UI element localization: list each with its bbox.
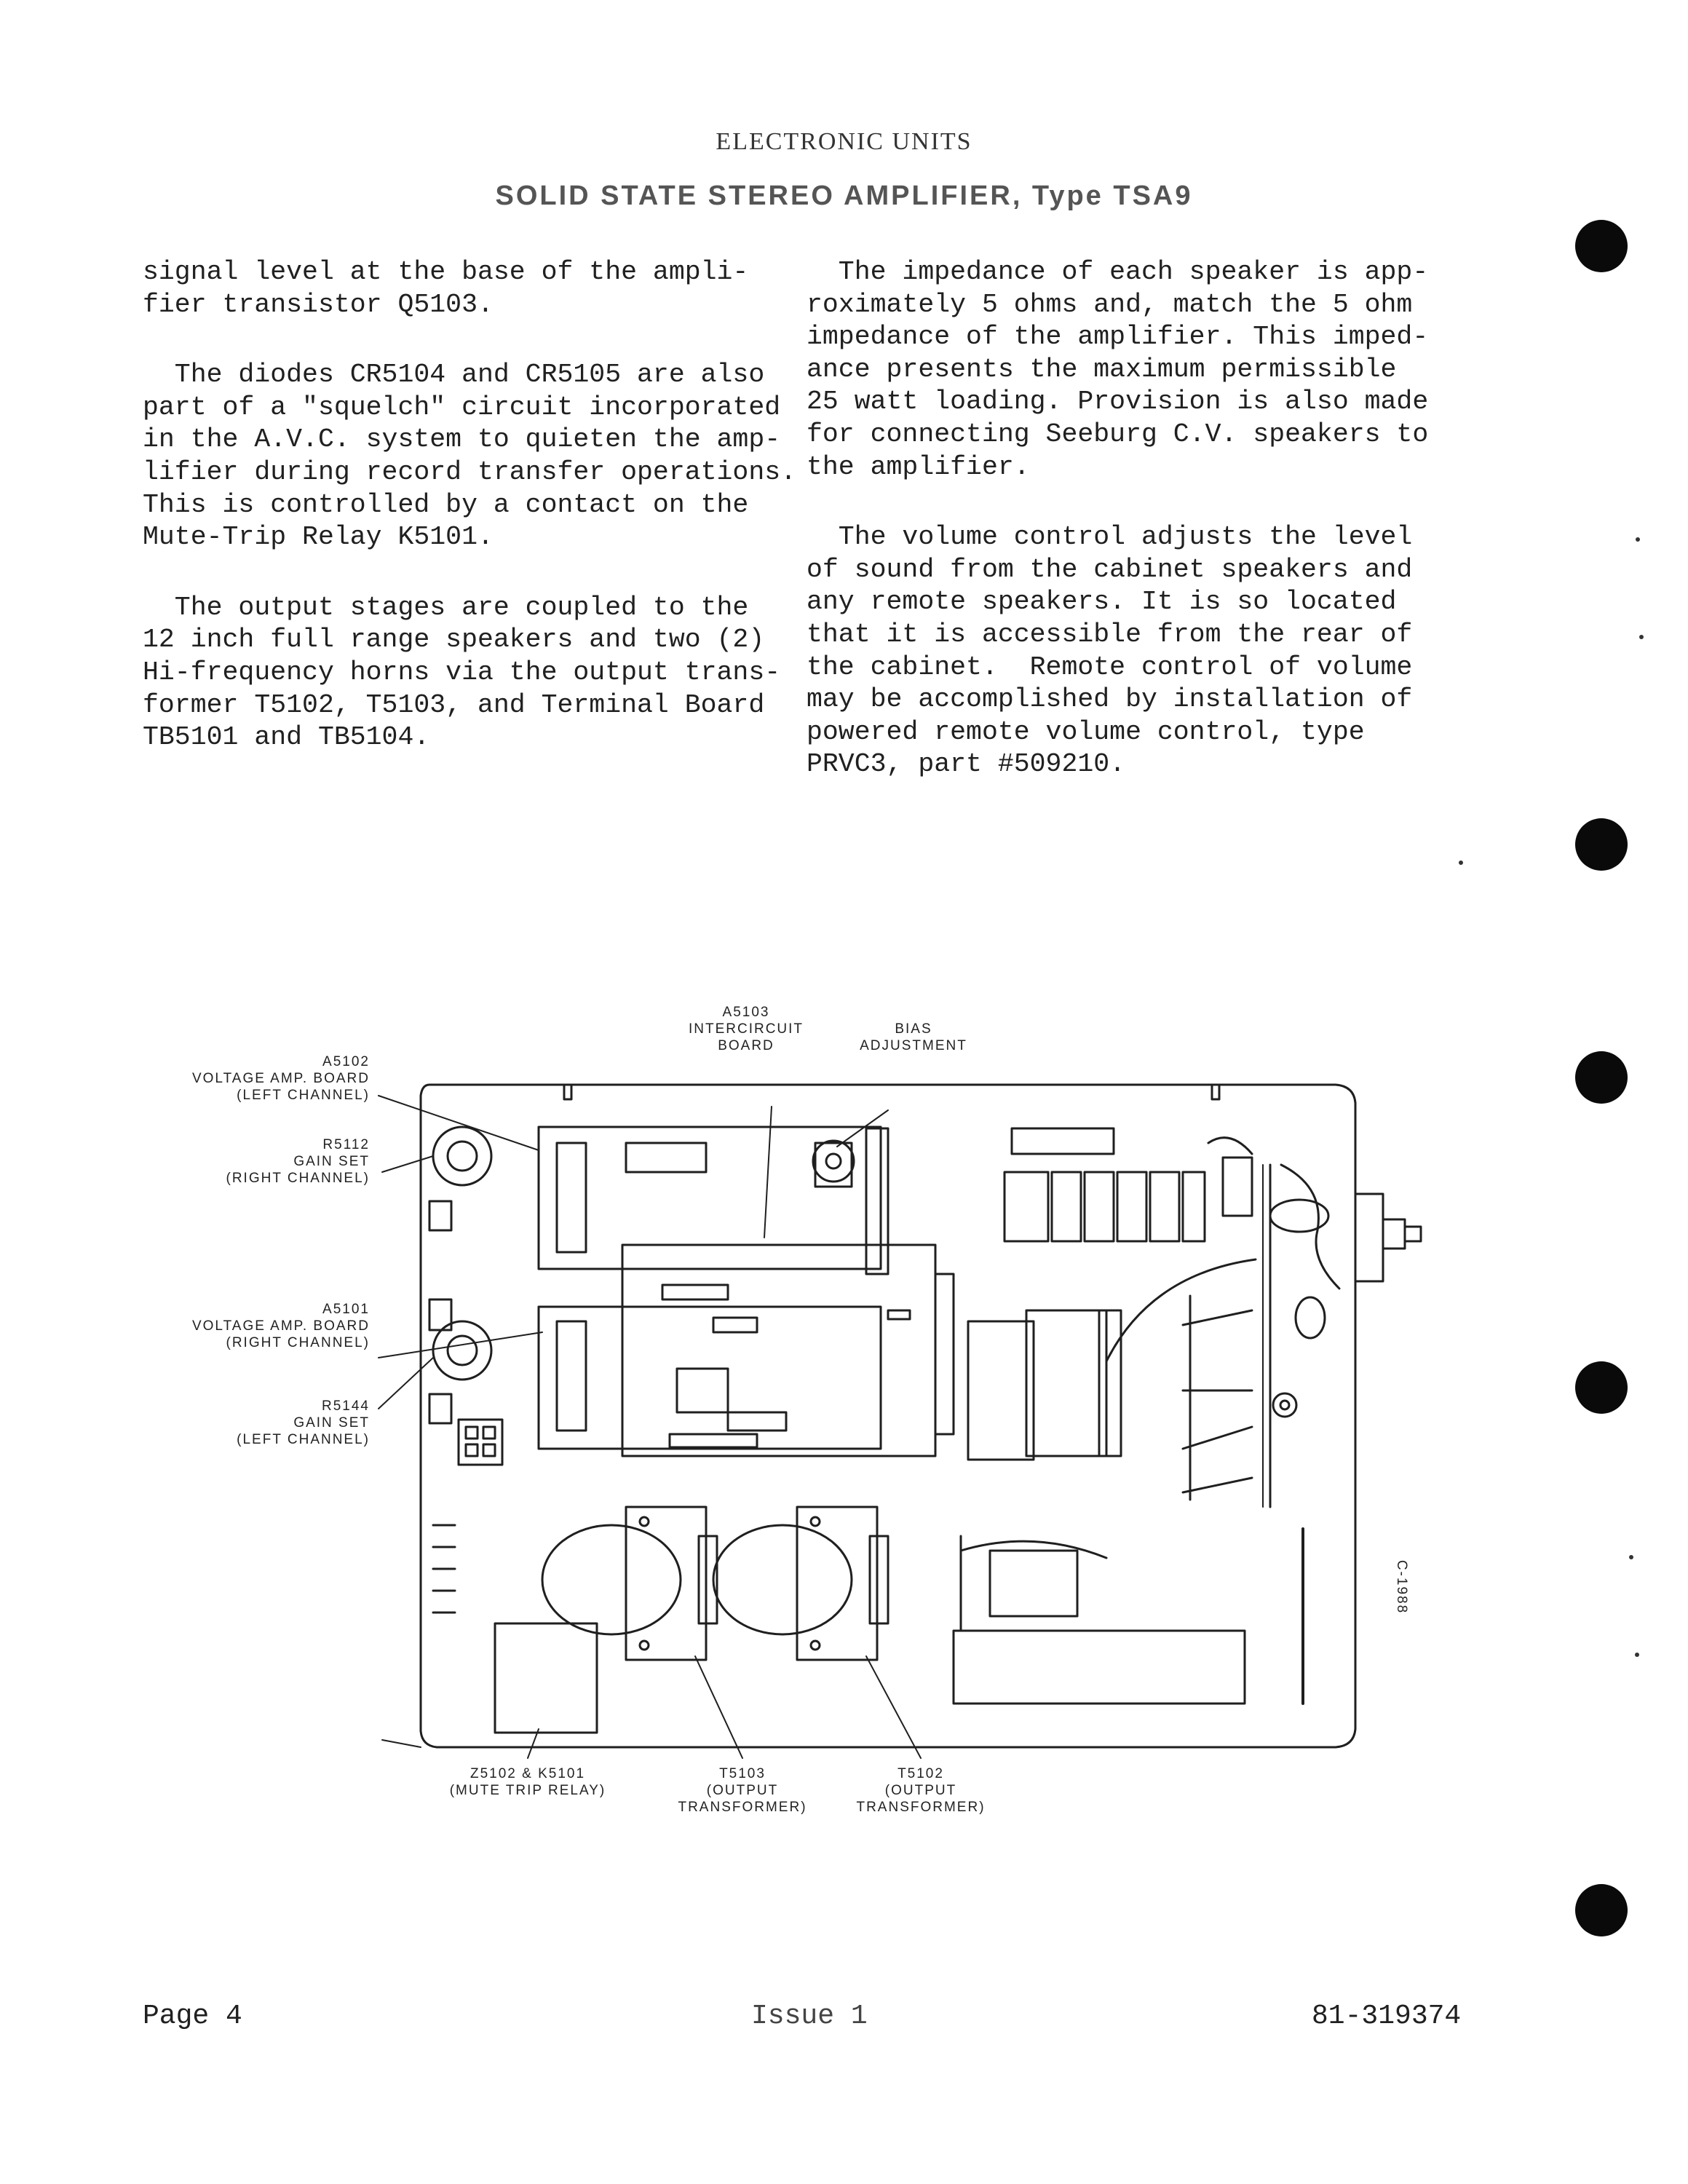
callout-bias: [860, 1021, 967, 1053]
callout-line: (LEFT CHANNEL): [237, 1432, 370, 1447]
callout-line: (RIGHT CHANNEL): [226, 1335, 370, 1350]
scan-speck: [1635, 1653, 1639, 1657]
filter-capacitor: [1026, 1310, 1106, 1456]
callout-line: A5101: [322, 1302, 370, 1317]
voltage-amp-board-a5101: [539, 1307, 881, 1449]
callout-t5103: [678, 1766, 807, 1815]
section-header: ELECTRONIC UNITS: [716, 128, 972, 155]
callout-line: GAIN SET: [293, 1154, 370, 1169]
callout-line: VOLTAGE AMP. BOARD: [191, 1318, 370, 1334]
callout-line: TRANSFORMER): [856, 1800, 986, 1815]
paragraph: The output stages are coupled to the 12 inch full range speakers and two (2) Hi-frequency horns via the output trans- former T5102, T5103, and Terminal Board TB5101 and TB5104.: [143, 592, 781, 753]
callout-a5101: [192, 1302, 370, 1350]
scan-speck: [1639, 635, 1644, 639]
callout-line: Z5102 & K5101: [469, 1766, 586, 1781]
punch-hole: [1575, 1051, 1628, 1104]
callout-line: R5112: [322, 1137, 370, 1152]
callout-line: (OUTPUT: [884, 1783, 957, 1798]
callout-line: R5144: [322, 1398, 370, 1414]
callout-a5102: [192, 1054, 370, 1103]
callout-z5102-k5101: [450, 1766, 606, 1798]
scan-speck: [1636, 537, 1640, 542]
ground-terminal: [1273, 1393, 1296, 1417]
callout-line: GAIN SET: [293, 1415, 370, 1431]
paragraph: signal level at the base of the ampli- fier transistor Q5103.: [143, 257, 749, 320]
punch-hole: [1575, 1361, 1628, 1414]
callout-line: TRANSFORMER): [678, 1800, 807, 1815]
callout-line: (MUTE TRIP RELAY): [449, 1783, 606, 1798]
callout-line: (RIGHT CHANNEL): [226, 1171, 370, 1186]
issue-label: Issue 1: [751, 2001, 868, 2032]
punch-hole: [1575, 1884, 1628, 1936]
paragraph: The impedance of each speaker is app- roximately 5 ohms and, match the 5 ohm impedance of the amplifier. This imped- ance presents the maximum permissible 25 watt loading. Provision is also made for connecting Seeburg C.V. speakers to the amplifier.: [807, 257, 1429, 482]
callout-line: BOARD: [718, 1038, 774, 1053]
page-number: Page 4: [143, 2001, 242, 2032]
scan-speck: [1629, 1555, 1633, 1559]
bias-adjustment-pot: [813, 1141, 854, 1182]
output-transformer-t5103: [542, 1525, 681, 1634]
drawing-number: C-1988: [1394, 1559, 1409, 1615]
callout-line: (LEFT CHANNEL): [237, 1088, 370, 1103]
mute-trip-relay-z5102: [495, 1623, 597, 1733]
punch-hole: [1575, 818, 1628, 871]
callout-line: T5102: [898, 1766, 944, 1781]
right-text-column: [807, 256, 1465, 819]
callout-line: ADJUSTMENT: [860, 1038, 967, 1053]
callout-line: A5102: [322, 1054, 370, 1069]
callout-line: T5103: [719, 1766, 766, 1781]
amplifier-chassis-diagram: [160, 997, 1499, 1835]
output-transformer-t5102: [713, 1525, 852, 1634]
callout-line: BIAS: [895, 1021, 932, 1037]
punch-hole: [1575, 220, 1628, 272]
document-number: 81-319374: [1312, 2001, 1462, 2032]
paragraph: The diodes CR5104 and CR5105 are also part of a "squelch" circuit incorporated in the A.V.C. system to quieten the amp- lifier during record transfer operations. This is controlled by a contact on the Mute-Trip Relay K5101.: [143, 360, 797, 553]
callout-t5102: [856, 1766, 985, 1815]
callout-line: INTERCIRCUIT: [688, 1021, 804, 1037]
callout-a5103: [689, 1005, 804, 1053]
voltage-amp-board-a5102: [539, 1127, 881, 1269]
callout-line: VOLTAGE AMP. BOARD: [191, 1071, 370, 1086]
callout-line: A5103: [722, 1005, 770, 1020]
scan-speck: [1459, 860, 1463, 865]
paragraph: The volume control adjusts the level of sound from the cabinet speakers and any remote speakers. It is so located that it is accessible from the rear of the cabinet. Remote control of volume may be accomplished by installation of powered remote volume control, type PRVC3, part #509210.: [807, 522, 1413, 780]
volume-control-shaft: [1355, 1194, 1383, 1281]
filter-capacitor: [968, 1321, 1034, 1460]
gain-pot-r5112: [433, 1127, 491, 1185]
callout-r5144: [237, 1398, 370, 1447]
left-text-column: [143, 256, 801, 792]
page-title: SOLID STATE STEREO AMPLIFIER, Type TSA9: [495, 181, 1193, 211]
callout-r5112: [226, 1137, 371, 1186]
intercircuit-board-a5103: [622, 1245, 935, 1456]
callout-line: (OUTPUT: [706, 1783, 779, 1798]
